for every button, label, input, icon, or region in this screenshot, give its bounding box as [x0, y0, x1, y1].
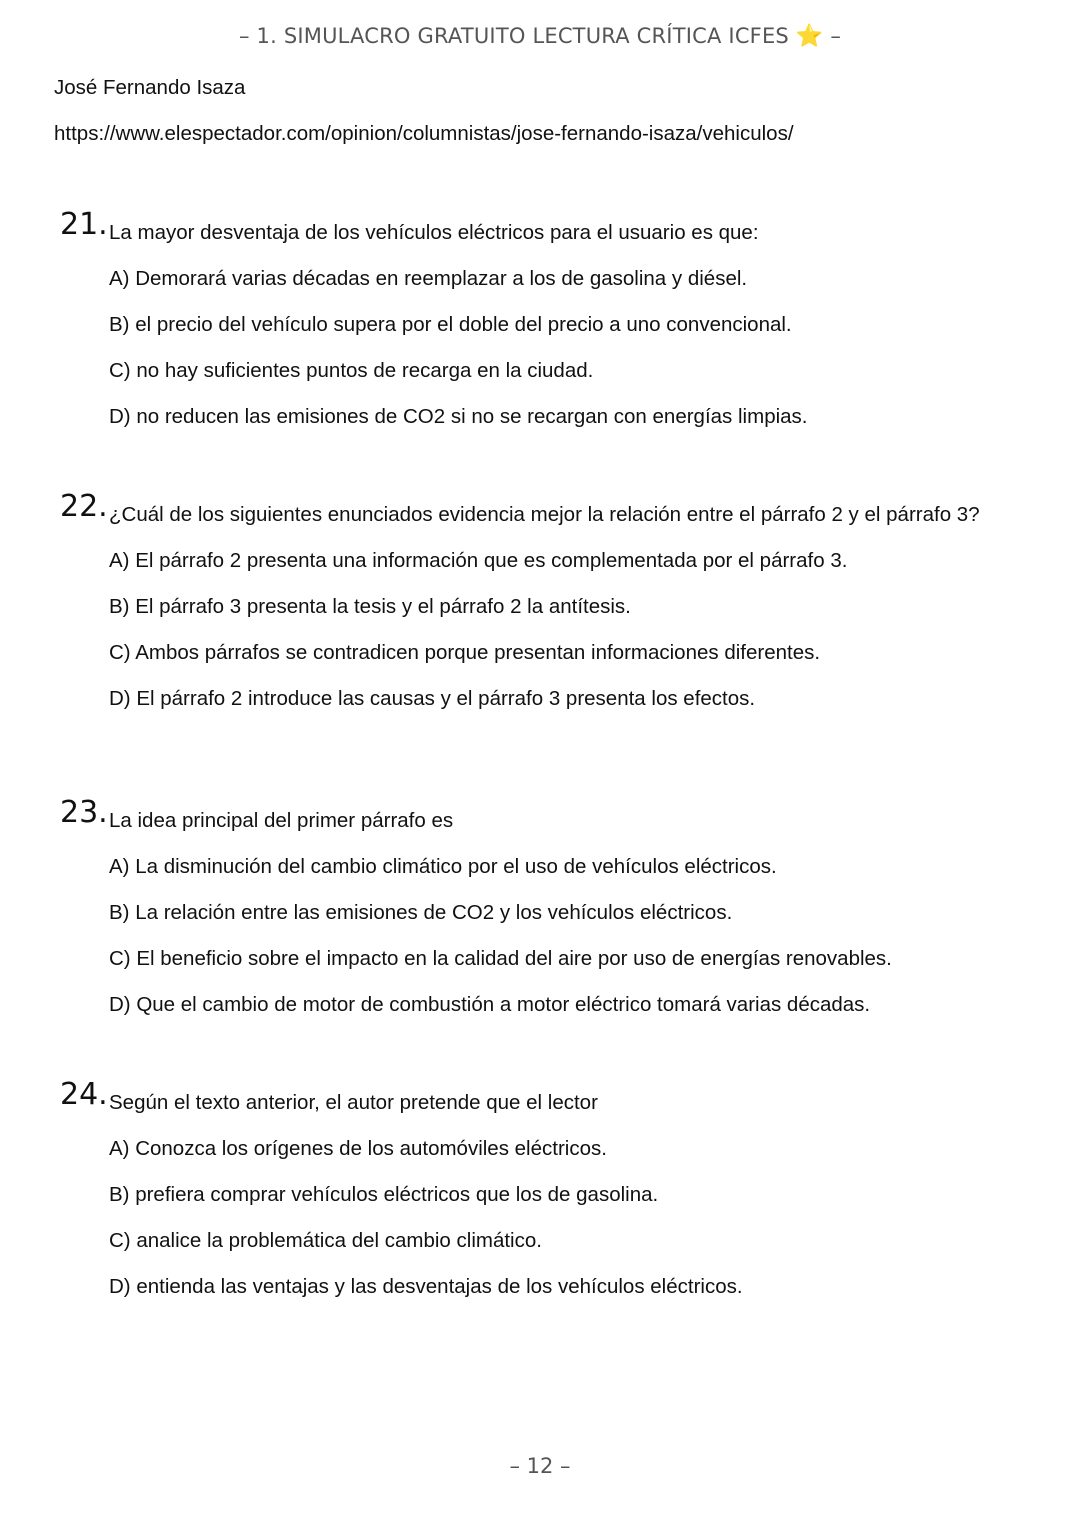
options-list: [109, 267, 1028, 428]
question-23: [60, 795, 1028, 1016]
question-24: [60, 1077, 1028, 1298]
option-c: C) Ambos párrafos se contradicen porque presentan informaciones diferentes.: [109, 641, 821, 664]
header-title: – 1. SIMULACRO GRATUITO LECTURA CRÍTICA ICFES: [238, 24, 789, 48]
question-number: 22.: [60, 489, 108, 524]
option-d: D) entienda las ventajas y las desventajas de los vehículos eléctricos.: [109, 1275, 743, 1298]
options-list: [109, 855, 1028, 1016]
question-21: [60, 207, 1028, 428]
question-header: [60, 1077, 1028, 1114]
option-c: C) analice la problemática del cambio climático.: [109, 1229, 542, 1252]
source-author: José Fernando Isaza: [54, 76, 246, 99]
question-22: [60, 489, 1028, 710]
question-text: ¿Cuál de los siguientes enunciados evidencia mejor la relación entre el párrafo 2 y el párrafo 3?: [109, 503, 980, 526]
question-number: 24.: [60, 1077, 108, 1112]
option-b: B) El párrafo 3 presenta la tesis y el párrafo 2 la antítesis.: [109, 595, 631, 618]
option-b: B) La relación entre las emisiones de CO2 y los vehículos eléctricos.: [109, 901, 733, 924]
option-a: A) Demorará varias décadas en reemplazar a los de gasolina y diésel.: [109, 267, 748, 290]
question-text: Según el texto anterior, el autor pretende que el lector: [109, 1091, 598, 1114]
question-number: 21.: [60, 207, 108, 242]
source-url: https://www.elespectador.com/opinion/columnistas/jose-fernando-isaza/vehiculos/: [54, 122, 794, 145]
option-a: A) Conozca los orígenes de los automóviles eléctricos.: [109, 1137, 607, 1160]
options-list: [109, 549, 1028, 710]
question-number: 23.: [60, 795, 108, 830]
option-c: C) El beneficio sobre el impacto en la calidad del aire por uso de energías renovables.: [109, 947, 892, 970]
header-suffix: –: [830, 24, 842, 48]
question-header: [60, 207, 1028, 244]
option-a: A) La disminución del cambio climático por el uso de vehículos eléctricos.: [109, 855, 777, 878]
question-text: La mayor desventaja de los vehículos eléctricos para el usuario es que:: [109, 221, 759, 244]
option-a: A) El párrafo 2 presenta una información que es complementada por el párrafo 3.: [109, 549, 848, 572]
option-c: C) no hay suficientes puntos de recarga en la ciudad.: [109, 359, 594, 382]
question-text: La idea principal del primer párrafo es: [109, 809, 454, 832]
question-header: [60, 489, 1028, 526]
option-d: D) El párrafo 2 introduce las causas y el párrafo 3 presenta los efectos.: [109, 687, 756, 710]
option-b: B) prefiera comprar vehículos eléctricos que los de gasolina.: [109, 1183, 659, 1206]
option-d: D) no reducen las emisiones de CO2 si no se recargan con energías limpias.: [109, 405, 808, 428]
option-b: B) el precio del vehículo supera por el doble del precio a uno convencional.: [109, 313, 792, 336]
page-number: – 12 –: [509, 1454, 571, 1478]
option-d: D) Que el cambio de motor de combustión a motor eléctrico tomará varias décadas.: [109, 993, 871, 1016]
question-header: [60, 795, 1028, 832]
star-icon: ⭐: [795, 24, 824, 49]
page-header: [0, 24, 1080, 49]
options-list: [109, 1137, 1028, 1298]
